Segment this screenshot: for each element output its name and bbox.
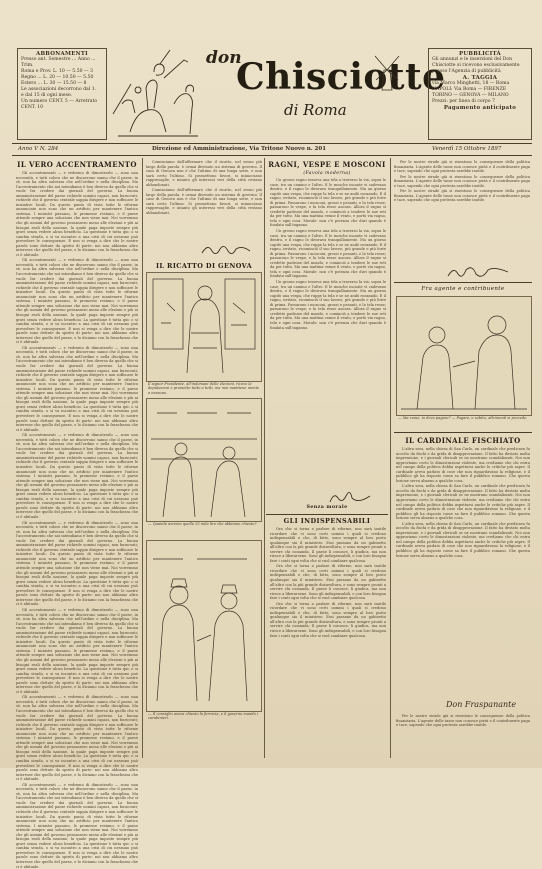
- masthead-title: Chisciotte: [236, 56, 446, 98]
- cartoon-illustration: [146, 272, 262, 382]
- article-body: L'altra sera, nella chiesa di San Carlo, un cardinale che predicava fu accolto da fischi e da grida di disapprovazione. Il fatto ha destato molta impressione, e i giornali clericali se ne mostrano scandalizzati. Noi non approviamo certo le dimostrazioni violente, ma crediamo che chi entra nel campo della politica debba aspettarsi anche le critiche più aspre. Il cardinale aveva parlato di cose che non riguardavano la religione, e il pubblico gli ha risposto come sa fare il pubblico romano. Che questa lezione serva almeno a qualche cosa. L'altra sera, nella chiesa di San Carlo, un cardinale che predicava fu accolto da fischi e da grida di disapprovazione. Il fatto ha destato molta impressione, e i giornali clericali se ne mostrano scandalizzati. Noi non approviamo certo le dimostrazioni violente, ma crediamo che chi entra nel campo della politica debba aspettarsi anche le critiche più aspre. Il cardinale aveva parlato di cose che non riguardavano la religione, e il pubblico gli ha risposto come sa fare il pubblico romano. Che questa lezione serva almeno a qualche cosa. L'altra sera, nella chiesa di San Carlo, un cardinale che predicava fu accolto da fischi e da grida di disapprovazione. Il fatto ha destato molta impressione, e i giornali clericali se ne mostrano scandalizzati. Noi non approviamo certo le dimostrazioni violente, ma crediamo che chi entra nel campo della politica debba aspettarsi anche le critiche più aspre. Il cardinale aveva parlato di cose che non riguardavano la religione, e il pubblico gli ha risposto come sa fare il pubblico romano. Che questa lezione serva almeno a qualche cosa.: [396, 447, 530, 558]
- subscriptions-line: e dal 15 di ogni mese.: [21, 93, 73, 98]
- article-body: Un grosso ragno tesseva una tela a traverso la via, sopra le case, tra un camino e l'altro. E le mosche incaute vi cadevano dentro, e il ragno le divorava tranquillamente. Ma un giorno capitò una vespa, che ruppe la tela e se ne andò ronzando. E il ragno, irritato, ricominciò il suo lavoro, più grande e più forte di prima. Passarono i mosconi, grossi e pesanti, e la tela resse; passarono le vespe, e la tela resse ancora. Allora il ragno si credette padrone del mondo, e cominciò a tendere le sue reti da per tutto. Ma una mattina venne il vento, e portò via ragno, tela e ogni cosa. Morale: non c'è potenza che duri quando è fondata sull'inganno. Un grosso ragno tesseva una tela a traverso la via, sopra le case, tra un camino e l'altro. E le mosche incaute vi cadevano dentro, e il ragno le divorava tranquillamente. Ma un giorno capitò una vespa, che ruppe la tela e se ne andò ronzando. E il ragno, irritato, ricominciò il suo lavoro, più grande e più forte di prima. Passarono i mosconi, grossi e pesanti, e la tela resse; passarono le vespe, e la tela resse ancora. Allora il ragno si credette padrone del mondo, e cominciò a tendere le sue reti da per tutto. Ma una mattina venne il vento, e portò via ragno, tela e ogni cosa. Morale: non c'è potenza che duri quando è fondata sull'inganno. Un grosso ragno tesseva una tela a traverso la via, sopra le case, tra un camino e l'altro. E le mosche incaute vi cadevano dentro, e il ragno le divorava tranquillamente. Ma un giorno capitò una vespa, che ruppe la tela e se ne andò ronzando. E il ragno, irritato, ricominciò il suo lavoro, più grande e più forte di prima. Passarono i mosconi, grossi e pesanti, e la tela resse; passarono le vespe, e la tela resse ancora. Allora il ragno si credette padrone del mondo, e cominciò a tendere le sue reti da per tutto. Ma una mattina venne il vento, e portò via ragno, tela e ogni cosa. Morale: non c'è potenza che duri quando è fondata sull'inganno.: [270, 178, 386, 330]
- cartoon-caption: — Il consiglio aveva chiesto la ferrovia, e il governo manda i carabinieri.: [148, 712, 259, 721]
- cartoon-caption: — Quando avremo quelle 25 mila lire che abbiamo chiesto?: [148, 522, 257, 526]
- article-signoff: Senza morale: [306, 504, 348, 510]
- advertising-line: Gli annunzi e le inserzioni del Don: [432, 57, 513, 62]
- signature: [328, 490, 372, 506]
- advertising-agency: A. TAGGIA: [462, 75, 498, 81]
- column-separator: [264, 158, 265, 758]
- issue-number: Anno V N. 284: [18, 146, 59, 152]
- cartoon-caption: — Ma come, io devo pagare? — Pagare, e subito, altrimenti si procede.: [398, 416, 528, 420]
- cartoon-caption: Il signor Presidente, all'indomani delle elezioni, riceve le deputazioni e promette tutto a tutti, ma non mantiene niente a nessuno.: [148, 382, 260, 395]
- advertising-line: NAPOLI: Via Roma — FIRENZE: [432, 87, 507, 92]
- editorial-address: Direzione ed Amministrazione, Via Tritone Nuovo n. 201: [152, 146, 327, 152]
- subscriptions-line: Un numero CENT. 5 — Arretrato CENT. 10: [21, 99, 98, 110]
- article-heading: IL CARDINALE FISCHIATO: [405, 436, 521, 445]
- subscriptions-box: [17, 48, 107, 140]
- cartoon-illustration: [146, 398, 262, 522]
- column-separator: [390, 158, 391, 758]
- article-signature: Don Fraspanante: [446, 700, 517, 709]
- article-heading: IL VERO ACCENTRAMENTO: [17, 160, 137, 169]
- advertising-line: TORINO — GENOVA — MILANO: [432, 93, 509, 98]
- section-rule: [394, 282, 532, 283]
- article-heading: IL RICATTO DI GENOVA: [155, 262, 253, 270]
- advertising-heading: PUBBLICITÀ: [459, 51, 501, 57]
- article-heading: GLI INDISPENSABILI: [283, 517, 371, 525]
- section-rule: [266, 514, 388, 515]
- article-body: Gli accentramenti — e vedremo di dimostrarlo — sono una necessità, e tutti coloro che ne discorrono sanno che il paese, in sè, non ha altra salvezza che nell'ordine e nella disciplina. Ma l'accentramento che noi intendiamo è ben diverso da quello che si vuole far credere dai giornali del governo. La buona amministrazione del paese richiede uomini capaci, non burocrati; richiede che il governo centrale sappia dirigere e non soffocare le iniziative locali. Da questo punto di vista tutte le riforme annunciate non sono che un artificio per mantenere l'antico sistema. I ministri passano, le promesse restano, e il paese attende sempre una soluzione che non viene mai. Noi vorremmo che gli uomini del governo pensassero meno alle elezioni e più ai bisogni reali della nazione, la quale paga imposte sempre più gravi senza vedere alcun beneficio. La questione è tutta qui: o si cambia strada, o si va incontro a una crisi di cui nessuno può prevedere le conseguenze. E non si venga a dire che le nostre parole sono dettate da spirito di parte: noi non abbiamo altro interesse che quello del paese, e lo diciamo con la franchezza che ci è abituale. Gli accentramenti — e vedremo di dimostrarlo — sono una necessità, e tutti coloro che ne discorrono sanno che il paese, in sè, non ha altra salvezza che nell'ordine e nella disciplina. Ma l'accentramento che noi intendiamo è ben diverso da quello che si vuole far credere dai giornali del governo. La buona amministrazione del paese richiede uomini capaci, non burocrati; richiede che il governo centrale sappia dirigere e non soffocare le iniziative locali. Da questo punto di vista tutte le riforme annunciate non sono che un artificio per mantenere l'antico sistema. I ministri passano, le promesse restano, e il paese attende sempre una soluzione che non viene mai. Noi vorremmo che gli uomini del governo pensassero meno alle elezioni e più ai bisogni reali della nazione, la quale paga imposte sempre più gravi senza vedere alcun beneficio. La questione è tutta qui: o si cambia strada, o si va incontro a una crisi di cui nessuno può prevedere le conseguenze. E non si venga a dire che le nostre parole sono dettate da spirito di parte: noi non abbiamo altro interesse che quello del paese, e lo diciamo con la franchezza che ci è abituale. Gli accentramenti — e vedremo di dimostrarlo — sono una necessità, e tutti coloro che ne discorrono sanno che il paese, in sè, non ha altra salvezza che nell'ordine e nella disciplina. Ma l'accentramento che noi intendiamo è ben diverso da quello che si vuole far credere dai giornali del governo. La buona amministrazione del paese richiede uomini capaci, non burocrati; richiede che il governo centrale sappia dirigere e non soffocare le iniziative locali. Da questo punto di vista tutte le riforme annunciate non sono che un artificio per mantenere l'antico sistema. I ministri passano, le promesse restano, e il paese attende sempre una soluzione che non viene mai. Noi vorremmo che gli uomini del governo pensassero meno alle elezioni e più ai bisogni reali della nazione, la quale paga imposte sempre più gravi senza vedere alcun beneficio. La questione è tutta qui: o si cambia strada, o si va incontro a una crisi di cui nessuno può prevedere le conseguenze. E non si venga a dire che le nostre parole sono dettate da spirito di parte: noi non abbiamo altro interesse che quello del paese, e lo diciamo con la franchezza che ci è abituale. Gli accentramenti — e vedremo di dimostrarlo — sono una necessità, e tutti coloro che ne discorrono sanno che il paese, in sè, non ha altra salvezza che nell'ordine e nella disciplina. Ma l'accentramento che noi intendiamo è ben diverso da quello che si vuole far credere dai giornali del governo. La buona amministrazione del paese richiede uomini capaci, non burocrati; richiede che il governo centrale sappia dirigere e non soffocare le iniziative locali. Da questo punto di vista tutte le riforme annunciate non sono che un artificio per mantenere l'antico sistema. I ministri passano, le promesse restano, e il paese attende sempre una soluzione che non viene mai. Noi vorremmo che gli uomini del governo pensassero meno alle elezioni e più ai bisogni reali della nazione, la quale paga imposte sempre più gravi senza vedere alcun beneficio. La questione è tutta qui: o si cambia strada, o si va incontro a una crisi di cui nessuno può prevedere le conseguenze. E non si venga a dire che le nostre parole sono dettate da spirito di parte: noi non abbiamo altro interesse che quello del paese, e lo diciamo con la franchezza che ci è abituale. Gli accentramenti — e vedremo di dimostrarlo — sono una necessità, e tutti coloro che ne discorrono sanno che il paese, in sè, non ha altra salvezza che nell'ordine e nella disciplina. Ma l'accentramento che noi intendiamo è ben diverso da quello che si vuole far credere dai giornali del governo. La buona amministrazione del paese richiede uomini capaci, non burocrati; richiede che il governo centrale sappia dirigere e non soffocare le iniziative locali. Da questo punto di vista tutte le riforme annunciate non sono che un artificio per mantenere l'antico sistema. I ministri passano, le promesse restano, e il paese attende sempre una soluzione che non viene mai. Noi vorremmo che gli uomini del governo pensassero meno alle elezioni e più ai bisogni reali della nazione, la quale paga imposte sempre più gravi senza vedere alcun beneficio. La questione è tutta qui: o si cambia strada, o si va incontro a una crisi di cui nessuno può prevedere le conseguenze. E non si venga a dire che le nostre parole sono dettate da spirito di parte: noi non abbiamo altro interesse che quello del paese, e lo diciamo con la franchezza che ci è abituale. Gli accentramenti — e vedremo di dimostrarlo — sono una necessità, e tutti coloro che ne discorrono sanno che il paese, in sè, non ha altra salvezza che nell'ordine e nella disciplina. Ma l'accentramento che noi intendiamo è ben diverso da quello che si vuole far credere dai giornali del governo. La buona amministrazione del paese richiede uomini capaci, non burocrati; richiede che il governo centrale sappia dirigere e non soffocare le iniziative locali. Da questo punto di vista tutte le riforme annunciate non sono che un artificio per mantenere l'antico sistema. I ministri passano, le promesse restano, e il paese attende sempre una soluzione che non viene mai. Noi vorremmo che gli uomini del governo pensassero meno alle elezioni e più ai bisogni reali della nazione, la quale paga imposte sempre più gravi senza vedere alcun beneficio. La questione è tutta qui: o si cambia strada, o si va incontro a una crisi di cui nessuno può prevedere le conseguenze. E non si venga a dire che le nostre parole sono dettate da spirito di parte: noi non abbiamo altro interesse che quello del paese, e lo diciamo con la franchezza che ci è abituale. Gli accentramenti — e vedremo di dimostrarlo — sono una necessità, e tutti coloro che ne discorrono sanno che il paese, in sè, non ha altra salvezza che nell'ordine e nella disciplina. Ma l'accentramento che noi intendiamo è ben diverso da quello che si vuole far credere dai giornali del governo. La buona amministrazione del paese richiede uomini capaci, non burocrati; richiede che il governo centrale sappia dirigere e non soffocare le iniziative locali. Da questo punto di vista tutte le riforme annunciate non sono che un artificio per mantenere l'antico sistema. I ministri passano, le promesse restano, e il paese attende sempre una soluzione che non viene mai. Noi vorremmo che gli uomini del governo pensassero meno alle elezioni e più ai bisogni reali della nazione, la quale paga imposte sempre più gravi senza vedere alcun beneficio. La questione è tutta qui: o si cambia strada, o si va incontro a una crisi di cui nessuno può prevedere le conseguenze. E non si venga a dire che le nostre parole sono dettate da spirito di parte: noi non abbiamo altro interesse che quello del paese, e lo diciamo con la franchezza che ci è abituale. Gli accentramenti — e vedremo di dimostrarlo — sono una necessità, e tutti coloro che ne discorrono sanno che il paese, in sè, non ha altra salvezza che nell'ordine e nella disciplina. Ma l'accentramento che noi intendiamo è ben diverso da quello che si vuole far credere dai giornali del governo. La buona amministrazione del paese richiede uomini capaci, non burocrati; richiede che il governo centrale sappia dirigere e non soffocare le iniziative locali. Da questo punto di vista tutte le riforme annunciate non sono che un artificio per mantenere l'antico sistema. I ministri passano, le promesse restano, e il paese attende sempre una soluzione che non viene mai. Noi vorremmo che gli uomini del governo pensassero meno alle elezioni e più ai bisogni reali della nazione, la quale paga imposte sempre più gravi senza vedere alcun beneficio. La questione è tutta qui: o si cambia strada, o si va incontro a una crisi di cui nessuno può prevedere le conseguenze. E non si venga a dire che le nostre parole sono dettate da spirito di parte: noi non abbiamo altro interesse che quello del paese, e lo diciamo con la franchezza che ci è abituale.: [16, 171, 138, 869]
- subscriptions-line: Presso ant. Semestre ... Anno ... Trim.: [21, 57, 96, 68]
- windmill-illustration: [372, 52, 402, 92]
- subscriptions-line: Estero ... L. 30 — 15.50 — 8: [21, 81, 87, 86]
- article-heading: RAGNI, VESPE E MOSCONI: [268, 160, 386, 169]
- advertising-line: Prezzi: per linea di corpo 7: [432, 99, 495, 104]
- subscriptions-line: Roma e Prov. L. 10 — 5.50 — 3: [21, 69, 93, 74]
- subscriptions-line: Regno ... L. 20 — 10.50 — 5.50: [21, 75, 94, 80]
- masthead-subtitle: di Roma: [284, 101, 347, 119]
- signature: [200, 243, 256, 257]
- subscriptions-line: Le associazioni decorrono dal 1.: [21, 87, 97, 92]
- masthead-rule-top: [12, 143, 532, 144]
- article-body: Per le nostre strade già si risentono le conseguenze della politica finanziaria. L'agente delle tasse non conosce pietà e il contribuente paga e tace, sapendo che ogni protesta sarebbe inutile.: [396, 714, 530, 728]
- article-body: Cominciamo dall'affermare che il ricatto, nel senso più largo della parola, è ormai divenuto un sistema di governo. Il caso di Genova non è che l'ultimo di una lunga serie, e non sarà certo l'ultimo. Si promettono favori, si minacciano rappresaglie, e intanto gli interessi veri della città restano abbandonati. Cominciamo dall'affermare che il ricatto, nel senso più largo della parola, è ormai divenuto un sistema di governo. Il caso di Genova non è che l'ultimo di una lunga serie, e non sarà certo l'ultimo. Si promettono favori, si minacciano rappresaglie, e intanto gli interessi veri della città restano abbandonati.: [146, 160, 262, 216]
- masthead-illustration: [108, 44, 208, 144]
- masthead-title-prefix: don: [206, 48, 242, 68]
- column-separator: [142, 158, 143, 758]
- article-subheading: (Favola moderna): [303, 171, 351, 176]
- advertising-line: via Marco Minghetti, 18 — Roma: [432, 81, 510, 86]
- cartoon-illustration: [396, 296, 532, 416]
- cartoon-illustration: [146, 540, 262, 712]
- masthead-rule-bottom: [12, 155, 532, 156]
- advertising-line: presso l'Agenzia di pubblicità: [432, 69, 501, 74]
- article-body: Ora che si torna a parlare di riforme, non sarà inutile ricordare che vi sono certi uomini i quali si credono indispensabili e che, di fatto, sono sempre al loro posto qualunque sia il ministero. Essi passano da un gabinetto all'altro con la più grande disinvoltura, e sono sempre pronti a servire chi comanda. Il paese li conosce, li giudica, ma non riesce a liberarsene. Sono gli indispensabili, e con loro bisogna fare i conti ogni volta che si vuol cambiare qualcosa. Ora che si torna a parlare di riforme, non sarà inutile ricordare che vi sono certi uomini i quali si credono indispensabili e che, di fatto, sono sempre al loro posto qualunque sia il ministero. Essi passano da un gabinetto all'altro con la più grande disinvoltura, e sono sempre pronti a servire chi comanda. Il paese li conosce, li giudica, ma non riesce a liberarsene. Sono gli indispensabili, e con loro bisogna fare i conti ogni volta che si vuol cambiare qualcosa. Ora che si torna a parlare di riforme, non sarà inutile ricordare che vi sono certi uomini i quali si credono indispensabili e che, di fatto, sono sempre al loro posto qualunque sia il ministero. Essi passano da un gabinetto all'altro con la più grande disinvoltura, e sono sempre pronti a servire chi comanda. Il paese li conosce, li giudica, ma non riesce a liberarsene. Sono gli indispensabili, e con loro bisogna fare i conti ogni volta che si vuol cambiare qualcosa.: [270, 527, 386, 638]
- cartoon-heading: Fra agente e contribuente: [421, 286, 505, 292]
- signature: [446, 264, 510, 280]
- subscriptions-heading: ABBONAMENTI: [35, 51, 89, 57]
- section-rule: [394, 432, 532, 433]
- issue-date: Venerdì 15 Ottobre 1897: [432, 146, 502, 152]
- article-body: Per le nostre strade già si risentono le conseguenze della politica finanziaria. L'agente delle tasse non conosce pietà e il contribuente paga e tace, sapendo che ogni protesta sarebbe inutile. Per le nostre strade già si risentono le conseguenze della politica finanziaria. L'agente delle tasse non conosce pietà e il contribuente paga e tace, sapendo che ogni protesta sarebbe inutile. Per le nostre strade già si risentono le conseguenze della politica finanziaria. L'agente delle tasse non conosce pietà e il contribuente paga e tace, sapendo che ogni protesta sarebbe inutile.: [394, 160, 530, 203]
- advertising-line: Pagamento anticipato: [443, 105, 517, 111]
- advertising-line: Chisciotte si ricevono esclusivamente: [432, 63, 520, 68]
- advertising-box: [428, 48, 532, 140]
